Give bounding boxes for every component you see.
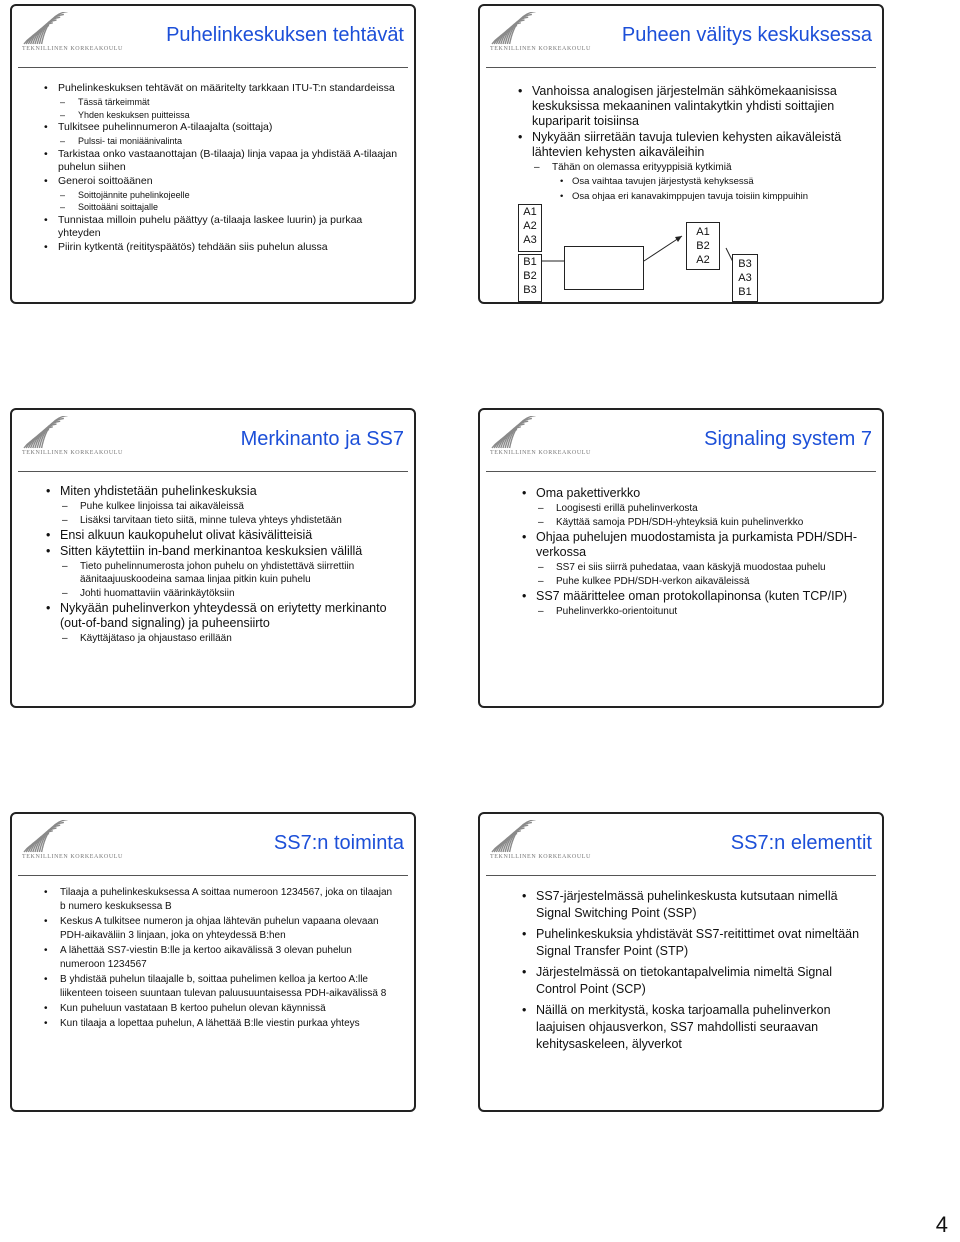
sub-bullet-item: – Tieto puhelinnumerosta johon puhelu on yhdistettävä siirrettiin äänitaajuuskoodeina samaa linjaa pitkin kuin puhelu (60, 560, 402, 586)
bullet-item: • Tarkistaa onko vastaanottajan (B-tilaaja) linja vapaa ja yhdistää A-tilaajan puhelun siihen (58, 148, 400, 174)
sub-bullet-item: – Soittojännite puhelinkojeelle (58, 189, 400, 202)
slide-header (12, 6, 414, 68)
switch-box (564, 246, 644, 290)
bullet-item: • Vanhoissa analogisen järjestelmän sähkömekaanisissa keskuksissa mekaaninen valintakytkin yhdisti soittajien kupariparit toisiinsa (532, 84, 870, 129)
output-frame-1 (686, 222, 720, 270)
slide-5 (10, 812, 416, 1112)
slot-label: A2 (523, 220, 537, 232)
sub-bullet-item: – Pulssi- tai moniäänivalinta (58, 135, 400, 148)
output-frame-2 (732, 254, 758, 302)
logo-text: TEKNILLINEN KORKEAKOULU (490, 450, 591, 456)
bullet-item: • Kun puheluun vastataan B kertoo puhelun olevan käynnissä (60, 1002, 394, 1016)
bullet-item: • Generoi soittoäänen (58, 175, 400, 188)
bullet-item: • Miten yhdistetään puhelinkeskuksia (60, 484, 402, 499)
bullet-list (58, 82, 400, 255)
slide-title: Puhelinkeskuksen tehtävät (166, 24, 404, 46)
switch-diagram (480, 6, 884, 304)
university-logo-icon (20, 12, 140, 64)
bullet-list (536, 888, 866, 1057)
sub-bullet-item: – Käyttää samoja PDH/SDH-yhteyksiä kuin puhelinverkko (536, 516, 870, 529)
bullet-list (60, 484, 402, 646)
sub-bullet-item: – Puhelinverkko-orientoitunut (536, 605, 870, 618)
university-logo-icon (488, 416, 608, 468)
bullet-list (60, 886, 394, 1032)
slide-3 (10, 408, 416, 708)
slide-header (12, 814, 414, 876)
title-divider (486, 875, 876, 876)
slot-label: B3 (523, 284, 537, 296)
slide-header (480, 410, 882, 472)
logo-text: TEKNILLINEN KORKEAKOULU (22, 46, 123, 52)
slide-4 (478, 408, 884, 708)
slot-label: A3 (523, 234, 537, 246)
sub-bullet-item: – Puhe kulkee linjoissa tai aikaväleissä (60, 500, 402, 513)
slide-2 (478, 4, 884, 304)
logo-text: TEKNILLINEN KORKEAKOULU (22, 854, 123, 860)
bullet-item: • B yhdistää puhelun tilaajalle b, soittaa puhelimen kelloa ja kertoo A:lle liikenteen toiseen suuntaan tulevan paluusuuntaisessa PDH-aikavälissä 8 (60, 973, 394, 1001)
slot-label: B2 (523, 270, 537, 282)
logo-text: TEKNILLINEN KORKEAKOULU (490, 854, 591, 860)
university-logo-icon (20, 416, 140, 468)
slot-label: B3 (738, 258, 752, 270)
sub-bullet-item: – Yhden keskuksen puitteissa (58, 109, 400, 122)
slot-label: B1 (523, 256, 537, 268)
slot-label: A2 (696, 254, 710, 266)
sub-sub-bullet-item: • Osa ohjaa eri kanavakimppujen tavuja toisiin kimppuihin (532, 190, 870, 203)
bullet-item: • Oma pakettiverkko (536, 486, 870, 501)
bullet-item: • SS7-järjestelmässä puhelinkeskusta kutsutaan nimellä Signal Switching Point (SSP) (536, 888, 866, 922)
title-divider (486, 471, 876, 472)
sub-bullet-item: – Tässä tärkeimmät (58, 96, 400, 109)
sub-bullet-item: – Loogisesti erillä puhelinverkosta (536, 502, 870, 515)
bullet-list (536, 486, 870, 619)
sub-bullet-item: – Johti huomattaviin väärinkäytöksiin (60, 587, 402, 600)
sub-bullet-item: – Soittoääni soittajalle (58, 201, 400, 214)
title-divider (18, 471, 408, 472)
sub-bullet-item: – Puhe kulkee PDH/SDH-verkon aikaväleissä (536, 575, 870, 588)
slot-label: A1 (696, 226, 710, 238)
sub-bullet-item: – Tähän on olemassa erityyppisiä kytkimiä (532, 161, 870, 174)
bullet-item: • Kun tilaaja a lopettaa puhelun, A lähettää B:lle viestin purkaa yhteys (60, 1017, 394, 1031)
slide-title: Merkinanto ja SS7 (240, 428, 404, 450)
bullet-item: • Nykyään puhelinverkon yhteydessä on eriytetty merkinanto (out-of-band signaling) ja puheensiirto (60, 601, 402, 631)
slide-title: Signaling system 7 (704, 428, 872, 450)
bullet-item: • Järjestelmässä on tietokantapalvelimia nimeltä Signal Control Point (SCP) (536, 964, 866, 998)
bullet-item: • Tulkitsee puhelinnumeron A-tilaajalta (soittaja) (58, 121, 400, 134)
university-logo-icon (20, 820, 140, 872)
slot-label: B2 (696, 240, 710, 252)
bullet-item: • Ohjaa puhelujen muodostamista ja purkamista PDH/SDH-verkossa (536, 530, 870, 560)
bullet-item: • Puhelinkeskuksia yhdistävät SS7-reitittimet ovat nimeltään Signal Transfer Point (STP) (536, 926, 866, 960)
slide-title: SS7:n elementit (730, 832, 872, 854)
sub-sub-bullet-item: • Osa vaihtaa tavujen järjestystä kehyksessä (532, 175, 870, 188)
page-number: 4 (935, 1212, 948, 1237)
frame-b (518, 254, 542, 302)
slide-6 (478, 812, 884, 1112)
slide-1 (10, 4, 416, 304)
university-logo-icon (488, 820, 608, 872)
bullet-item: • Tunnistaa milloin puhelu päättyy (a-tilaaja laskee luurin) ja purkaa yhteyden (58, 214, 400, 240)
logo-text: TEKNILLINEN KORKEAKOULU (490, 46, 591, 52)
title-divider (18, 875, 408, 876)
logo-text: TEKNILLINEN KORKEAKOULU (22, 450, 123, 456)
sub-bullet-item: – Käyttäjätaso ja ohjaustaso erillään (60, 632, 402, 645)
slot-label: B1 (738, 286, 752, 298)
slide-title: SS7:n toiminta (273, 832, 404, 854)
bullet-item: • Ensi alkuun kaukopuhelut olivat käsivälitteisiä (60, 528, 402, 543)
slide-header (480, 814, 882, 876)
sub-bullet-item: – SS7 ei siis siirrä puhedataa, vaan käskyjä muodostaa puhelu (536, 561, 870, 574)
bullet-item: • Sitten käytettiin in-band merkinantoa keskuksien välillä (60, 544, 402, 559)
bullet-item: • Puhelinkeskuksen tehtävät on määritelty tarkkaan ITU-T:n standardeissa (58, 82, 400, 95)
slide-header (12, 410, 414, 472)
slide-title: Puheen välitys keskuksessa (621, 24, 872, 46)
bullet-item: • Näillä on merkitystä, koska tarjoamalla puhelinverkon laajuisen ohjausverkon, SS7 mahdollisti seuraavan kehitysaskeleen, älyverkot (536, 1002, 866, 1053)
bullet-item: • Nykyään siirretään tavuja tulevien kehysten aikaväleistä lähtevien kehysten aikaväleihin (532, 130, 870, 160)
bullet-item: • A lähettää SS7-viestin B:lle ja kertoo aikavälissä 3 olevan puhelun numeroon 1234567 (60, 944, 394, 972)
bullet-item: • Piirin kytkentä (reitityspäätös) tehdään siis puhelun alussa (58, 241, 400, 254)
bullet-item: • Tilaaja a puhelinkeskuksessa A soittaa numeroon 1234567, joka on tilaajan b numero keskuksessa B (60, 886, 394, 914)
bullet-item: • SS7 määrittelee oman protokollapinonsa (kuten TCP/IP) (536, 589, 870, 604)
bullet-item: • Keskus A tulkitsee numeron ja ohjaa lähtevän puhelun vapaana olevaan PDH-aikaväliin 3 linjaan, joka on yhteydessä B:hen (60, 915, 394, 943)
title-divider (18, 67, 408, 68)
sub-bullet-item: – Lisäksi tarvitaan tieto siitä, minne tuleva yhteys yhdistetään (60, 514, 402, 527)
slot-label: A3 (738, 272, 752, 284)
slot-label: A1 (523, 206, 537, 218)
frame-a (518, 204, 542, 252)
